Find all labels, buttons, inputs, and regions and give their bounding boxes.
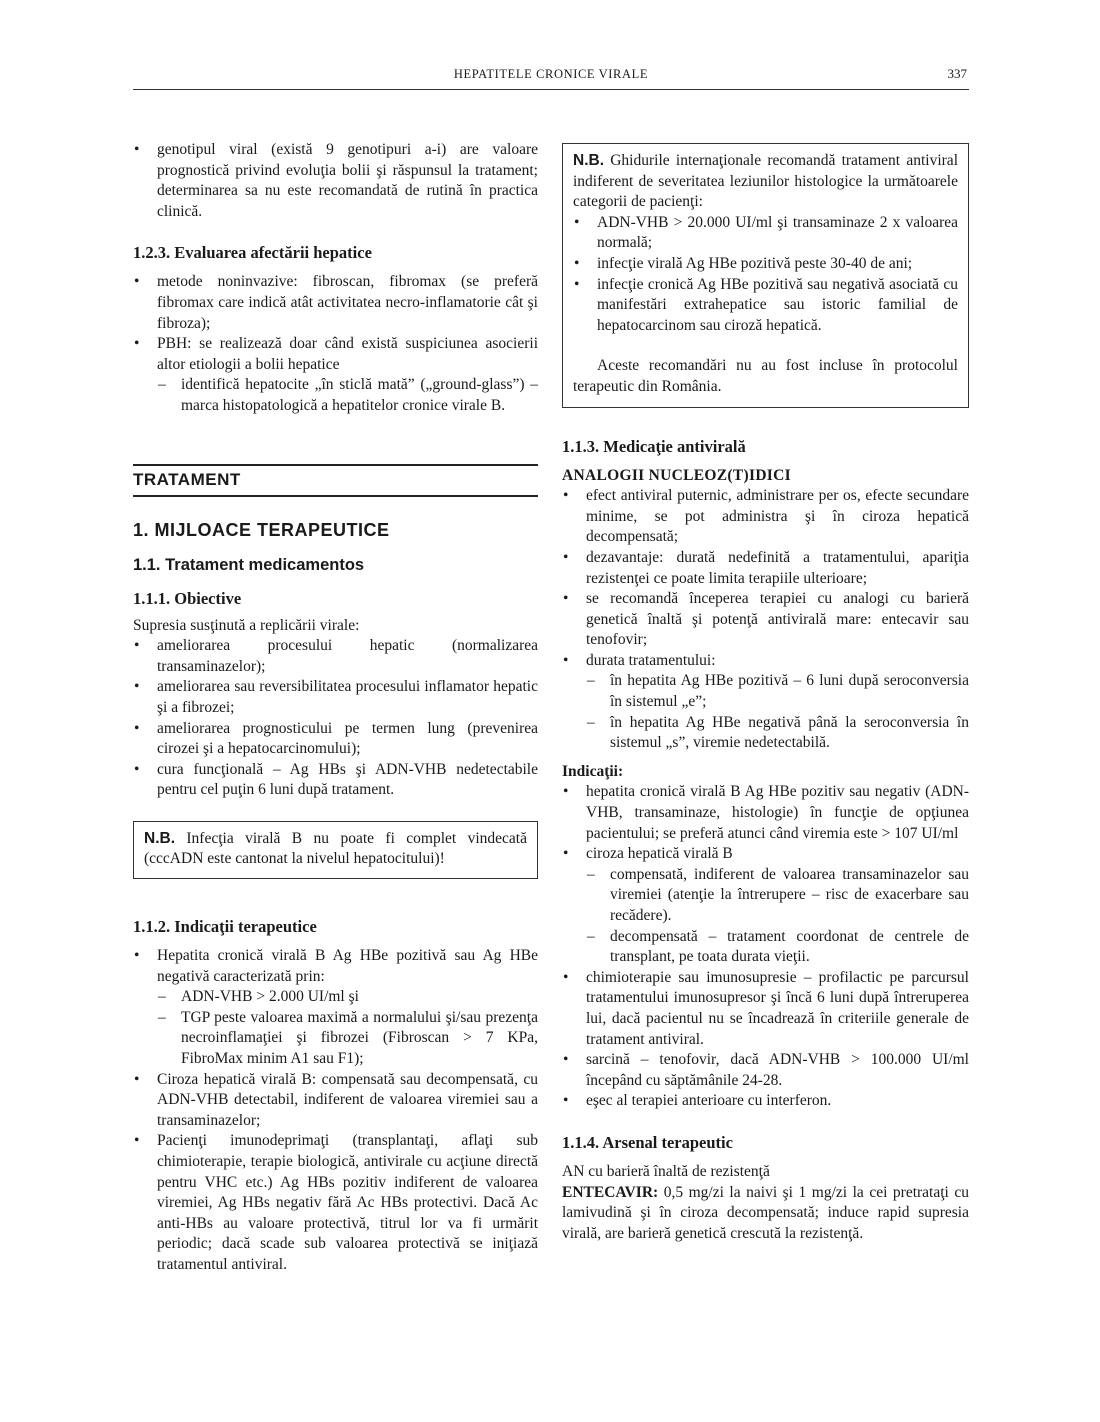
subheading-indicatii: Indicaţii: — [562, 762, 624, 780]
nb-list — [573, 213, 958, 337]
paragraph: Supresia susţinută a replicării virale: — [133, 616, 360, 634]
section-heading-1: 1. MIJLOACE TERAPEUTICE — [133, 519, 390, 540]
section-heading-1-1-1: 1.1.1. Obiective — [133, 588, 242, 608]
list-item-text: durata tratamentului: — [586, 651, 716, 669]
subheading-analogii: ANALOGII NUCLEOZ(T)IDICI — [562, 466, 791, 484]
genotype-list — [133, 140, 538, 222]
nb-intro-text: Ghidurile internaţionale recomandă tratament antiviral indiferent de severitatea leziunilor histologice la următoarele categorii de pacienţi: — [573, 152, 958, 211]
objectives-list — [133, 636, 538, 801]
sublist-item: – ADN-VHB > 2.000 UI/ml şi — [157, 987, 538, 1008]
nb-box-infection — [133, 821, 538, 879]
list-item-text: PBH: se realizează doar când există suspiciunea asocierii altor etiologii a bolii hepatice — [157, 335, 538, 373]
list-item: • metode noninvazive: fibroscan, fibromax (se preferă fibromax care indică atât activitatea necro-inflamatorie cât şi fibroza); — [133, 272, 538, 334]
sublist-item: – compensată, indiferent de valoarea transaminazelor sau viremiei (atenţie la întrerupere – risc de exacerbare sau recădere). — [586, 865, 969, 927]
header-title: HEPATITELE CRONICE VIRALE — [453, 67, 649, 81]
sublist-item: – în hepatita Ag HBe pozitivă – 6 luni după seroconversia în sistemul „e”; — [586, 671, 969, 712]
nb-text: Infecţia virală B nu poate fi complet vindecată (cccADN este cantonat la nivelul hepatocitului)! — [144, 829, 527, 868]
page-number: 337 — [947, 66, 967, 81]
entecavir-label: ENTECAVIR: — [562, 1183, 659, 1201]
section-heading-1-2-3: 1.2.3. Evaluarea afectării hepatice — [133, 243, 372, 263]
list-item: • genotipul viral (există 9 genotipuri a-i) are valoare prognostică privind evoluţia bolii şi răspunsul la tratament; determinarea sa nu este recomandată de rutină în practica clinică. — [133, 140, 538, 222]
list-item: • se recomandă începerea terapiei cu analogi cu barieră genetică înaltă şi potenţă antivirală mare: entecavir sau tenofovir; — [562, 589, 969, 651]
chapter-heading-tratament: TRATAMENT — [133, 464, 538, 497]
list-item-text: ciroza hepatică virală B — [586, 845, 733, 863]
running-header — [133, 64, 969, 90]
entecavir-text: 0,5 mg/zi la naivi şi 1 mg/zi la cei pretrataţi cu lamivudină şi în ciroza decompensată; induce rapid supresia virală, are barieră genetică crescută la rezistenţă. — [562, 1183, 969, 1242]
sublist-item: – în hepatita Ag HBe negativă până la seroconversia în sistemul „s”, viremie nedetectabilă. — [586, 713, 969, 754]
right-column — [562, 143, 969, 1244]
sublist — [586, 671, 969, 753]
left-column — [133, 140, 538, 1276]
list-item: • Ciroza hepatică virală B: compensată sau decompensată, cu ADN-VHB detectabil, indiferent de valoarea viremiei sau a transaminazelor; — [133, 1070, 538, 1132]
list-item: • infecţie virală Ag HBe pozitivă peste 30-40 de ani; — [573, 254, 958, 275]
nb-label: N.B. — [144, 829, 175, 847]
list-item: • eşec al terapiei anterioare cu interferon. — [562, 1091, 969, 1112]
section-heading-1-1: 1.1. Tratament medicamentos — [133, 555, 365, 574]
nb-intro — [573, 151, 958, 213]
sublist-item: – identifică hepatocite „în sticlă mată” („ground-glass”) – marca histopatologică a hepatitelor cronice virale B. — [157, 375, 538, 416]
list-item-text: Hepatita cronică virală B Ag HBe pozitivă sau Ag HBe negativă caracterizată prin: — [157, 947, 538, 985]
list-item: • dezavantaje: durată nedefinită a tratamentului, apariţia rezistenţei ce poate limita terapiile ulterioare; — [562, 548, 969, 589]
sublist — [157, 987, 538, 1069]
indications-list — [133, 946, 538, 1276]
list-item: • Pacienţi imunodeprimaţi (transplantaţi, aflaţi sub chimioterapie, terapie biologică, antivirale cu acţiune directă pentru VHC etc.) Ag HBs pozitiv indiferent de valoarea viremiei, Ag HBs negativ fără Ac HBs protectivi. Dacă Ac anti-HBs au valoare protectivă, titrul lor va fi urmărit periodic; dacă scade sub valoarea protectivă se iniţiază tratamentul antiviral. — [133, 1131, 538, 1275]
sublist-item: – TGP peste valoarea maximă a normalului şi/sau prezenţa necroinflamaţiei şi fibrozei (Fibroscan > 7 KPa, FibroMax minim A1 sau F1); — [157, 1008, 538, 1070]
list-item — [562, 651, 969, 754]
indicatii-list — [562, 782, 969, 1112]
list-item: • sarcină – tenofovir, dacă ADN-VHB > 100.000 UI/ml începând cu săptămânile 24-28. — [562, 1050, 969, 1091]
paragraph: AN cu barieră înaltă de rezistenţă — [562, 1162, 770, 1180]
sublist — [586, 865, 969, 968]
list-item: • chimioterapie sau imunosupresie – profilactic pe parcursul tratamentului imunosupresor şi încă 6 luni după întreruperea lui, dacă pacientul nu se încadrează în criteriile generale de tratament antiviral. — [562, 968, 969, 1050]
list-item: • hepatita cronică virală B Ag HBe pozitiv sau negativ (ADN-VHB, transaminaze, histologie) în funcţie de opţiunea pacientului; se preferă atunci când viremia este > 107 UI/ml — [562, 782, 969, 844]
list-item: • ameliorarea procesului hepatic (normalizarea transaminazelor); — [133, 636, 538, 677]
list-item: • efect antiviral puternic, administrare per os, efecte secundare minime, se pot administra şi în ciroza hepatică decompensată; — [562, 486, 969, 548]
list-item — [562, 844, 969, 968]
evaluation-list — [133, 272, 538, 416]
nb-note: Aceste recomandări nu au fost incluse în protocolul terapeutic din România. — [573, 357, 958, 395]
nb-label: N.B. — [573, 152, 604, 169]
analogii-list — [562, 486, 969, 754]
list-item: • infecţie cronică Ag HBe pozitivă sau negativă asociată cu manifestări extrahepatice sau istoric familial de hepatocarcinom sau ciroză hepatică. — [573, 275, 958, 337]
nb-box-guidelines — [562, 143, 969, 408]
list-item — [133, 946, 538, 1070]
section-heading-1-1-2: 1.1.2. Indicaţii terapeutice — [133, 917, 317, 937]
section-heading-1-1-3: 1.1.3. Medicaţie antivirală — [562, 436, 746, 456]
list-item: • ameliorarea prognosticului pe termen lung (prevenirea cirozei şi a hepatocarcinomului); — [133, 719, 538, 760]
list-item: • ameliorarea sau reversibilitatea procesului inflamator hepatic şi a fibrozei; — [133, 677, 538, 718]
list-item: • ADN-VHB > 20.000 UI/ml şi transaminaze 2 x valoarea normală; — [573, 213, 958, 254]
sublist — [157, 375, 538, 416]
list-item: • cura funcţională – Ag HBs şi ADN-VHB nedetectabile pentru cel puţin 6 luni după tratament. — [133, 760, 538, 801]
list-item — [133, 334, 538, 416]
entecavir-paragraph — [562, 1183, 969, 1245]
sublist-item: – decompensată – tratament coordonat de centrele de transplant, pe toata durata vieţii. — [586, 927, 969, 968]
section-heading-1-1-4: 1.1.4. Arsenal terapeutic — [562, 1132, 733, 1152]
